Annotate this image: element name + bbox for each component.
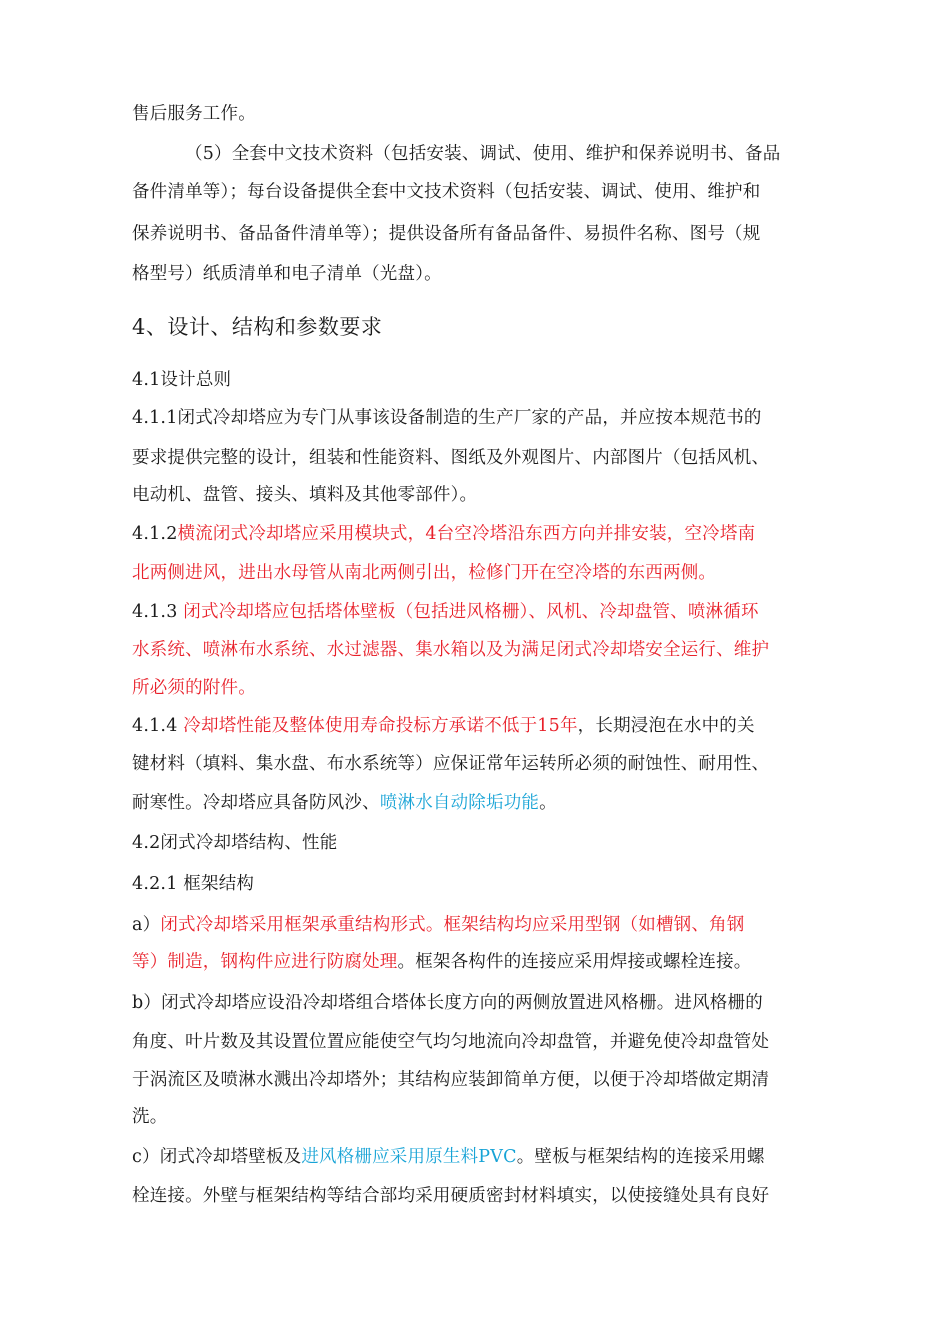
subsection-heading: 4.2闭式冷却塔结构、性能 bbox=[132, 833, 338, 853]
paragraph-line: 洗。 bbox=[132, 1107, 168, 1127]
paragraph-line: a）闭式冷却塔采用框架承重结构形式。框架结构均应采用型钢（如槽钢、角钢 bbox=[132, 915, 745, 935]
paragraph-line: 4.1.3 闭式冷却塔应包括塔体壁板（包括进风格栅）、风机、冷却盘管、喷淋循环 bbox=[132, 602, 759, 622]
paragraph-line: 角度、叶片数及其设置位置应能使空气均匀地流向冷却盘管，并避免使冷却盘管处 bbox=[132, 1032, 770, 1052]
paragraph-line: 电动机、盘管、接头、填料及其他零部件）。 bbox=[132, 485, 478, 505]
subsection-heading: 4.1设计总则 bbox=[132, 370, 232, 390]
paragraph-line: 键材料（填料、集水盘、布水系统等）应保证常年运转所必须的耐蚀性、耐用性、 bbox=[132, 754, 770, 774]
paragraph-line: 4.1.1闭式冷却塔应为专门从事该设备制造的生产厂家的产品，并应按本规范书的 bbox=[132, 408, 762, 428]
paragraph-line: 栓连接。外壁与框架结构等结合部均采用硬质密封材料填实，以使接缝处具有良好 bbox=[132, 1186, 770, 1206]
paragraph-line: 格型号）纸质清单和电子清单（光盘）。 bbox=[132, 264, 442, 284]
paragraph-line: 耐寒性。冷却塔应具备防风沙、喷淋水自动除垢功能。 bbox=[132, 793, 557, 813]
paragraph-line: b）闭式冷却塔应设沿冷却塔组合塔体长度方向的两侧放置进风格栅。进风格栅的 bbox=[132, 993, 763, 1013]
paragraph-line: 水系统、喷淋布水系统、水过滤器、集水箱以及为满足闭式冷却塔安全运行、维护 bbox=[132, 640, 770, 660]
paragraph-line: 备件清单等）；每台设备提供全套中文技术资料（包括安装、调试、使用、维护和 bbox=[132, 182, 761, 202]
paragraph-line: 售后服务工作。 bbox=[132, 104, 256, 124]
paragraph-line: 4.1.4 冷却塔性能及整体使用寿命投标方承诺不低于15年，长期浸泡在水中的关 bbox=[132, 716, 755, 736]
paragraph-line: 等）制造，钢构件应进行防腐处理。框架各构件的连接应采用焊接或螺栓连接。 bbox=[132, 952, 752, 972]
section-heading: 4、设计、结构和参数要求 bbox=[132, 315, 383, 339]
subsection-heading: 4.2.1 框架结构 bbox=[132, 874, 255, 894]
paragraph-line: 要求提供完整的设计，组装和性能资料、图纸及外观图片、内部图片（包括风机、 bbox=[132, 448, 770, 468]
paragraph-line: 北两侧进风，进出水母管从南北两侧引出，检修门开在空冷塔的东西两侧。 bbox=[132, 563, 717, 583]
paragraph-line: 4.1.2横流闭式冷却塔应采用模块式，4台空冷塔沿东西方向并排安装，空冷塔南 bbox=[132, 524, 756, 544]
paragraph-line: 所必须的附件。 bbox=[132, 678, 256, 698]
paragraph-line: 保养说明书、备品备件清单等）；提供设备所有备品备件、易损件名称、图号（规 bbox=[132, 224, 761, 244]
paragraph-line: c）闭式冷却塔壁板及进风格栅应采用原生料PVC。壁板与框架结构的连接采用螺 bbox=[132, 1147, 765, 1167]
paragraph-line: 于涡流区及喷淋水溅出冷却塔外；其结构应装卸简单方便，以便于冷却塔做定期清 bbox=[132, 1070, 770, 1090]
paragraph-line: （5）全套中文技术资料（包括安装、调试、使用、维护和保养说明书、备品 bbox=[185, 144, 781, 164]
